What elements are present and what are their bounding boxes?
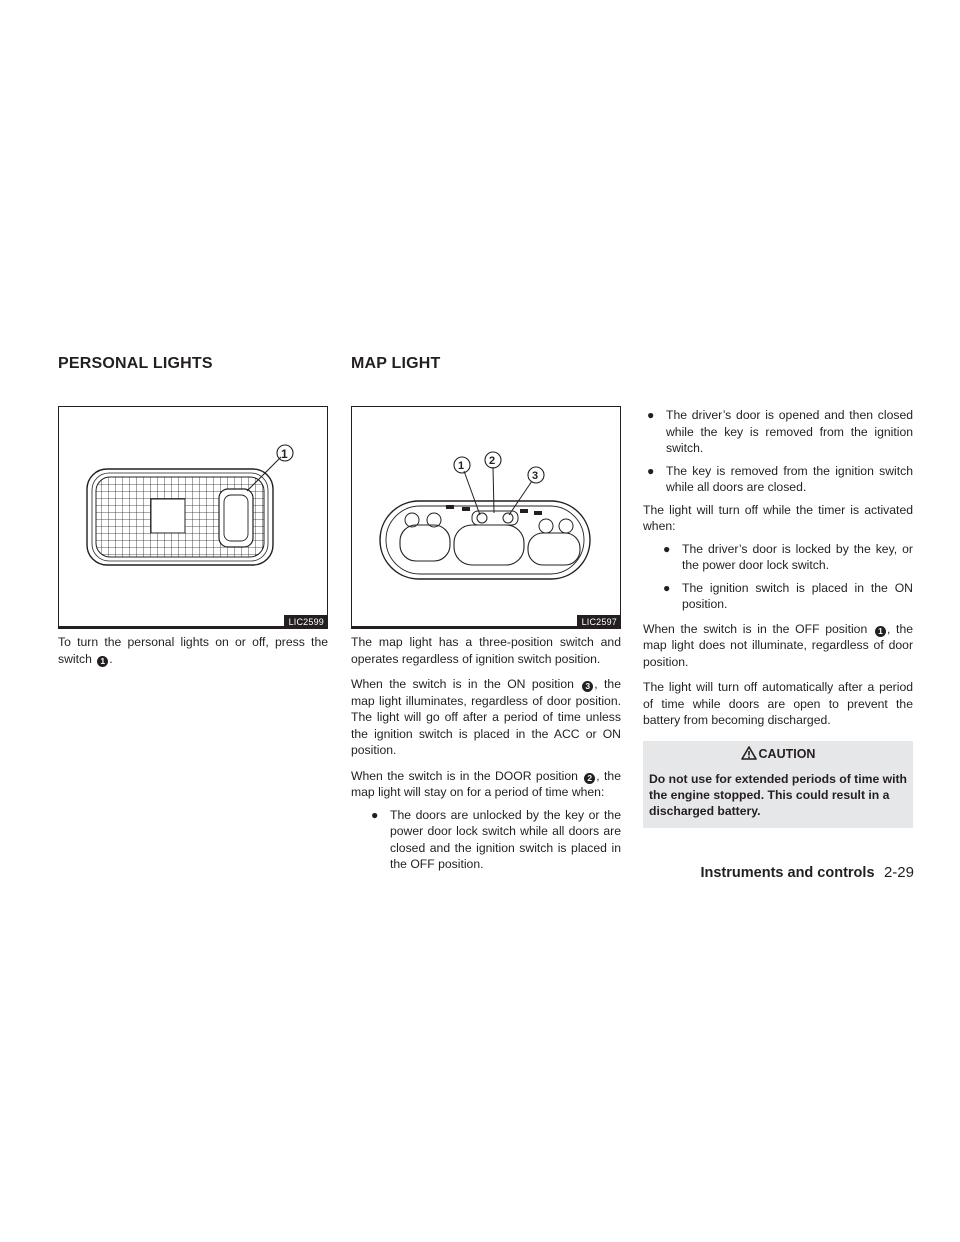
callout-badge: 3: [582, 681, 593, 692]
callout-badge: 2: [584, 773, 595, 784]
map-light-figure: [351, 406, 621, 629]
personal-lights-heading: PERSONAL LIGHTS: [58, 355, 213, 372]
callout-1-map: 1: [458, 460, 465, 472]
map-light-heading: MAP LIGHT: [351, 355, 441, 372]
text-span: , the map light will stay on for a period of time when:: [351, 768, 621, 799]
text-span: When the switch is in the DOOR position: [351, 768, 578, 783]
callout-1-personal: 1: [281, 447, 288, 461]
page-number: 2-29: [883, 864, 914, 881]
footer-section-title: Instruments and controls: [700, 865, 875, 881]
caution-title: CAUTION: [758, 746, 816, 761]
bullet-text: The ignition switch is placed in the ON position.: [682, 580, 913, 611]
auto-off-paragraph: The light will turn off automatically after a period of time while doors are open to prevent the battery from becoming discharged.: [643, 680, 913, 727]
bullet-text: The driver’s door is opened and then closed while the key is removed from the ignition switch.: [666, 408, 913, 455]
bullet-icon: ●: [647, 408, 655, 422]
map-light-door-position: [351, 768, 621, 801]
bullet-icon: ●: [663, 541, 671, 556]
text-span: When the switch is in the OFF position: [643, 621, 868, 636]
list-item: [367, 807, 621, 873]
map-light-illustration: [352, 407, 620, 628]
list-item: [643, 407, 913, 457]
personal-light-figure: [58, 406, 328, 629]
off-position-paragraph: [643, 621, 913, 671]
list-item: [659, 580, 913, 613]
personal-light-illustration: [59, 407, 327, 628]
bullet-text: The driver’s door is locked by the key, or the power door lock switch.: [682, 541, 913, 572]
caution-text: Do not use for extended periods of time with the engine stopped. This could result in a discharged battery.: [649, 771, 907, 818]
list-item: [643, 463, 913, 496]
list-item: [659, 541, 913, 574]
text-span: To turn the personal lights on or off, press the switch: [58, 635, 328, 666]
callout-3-map: 3: [532, 470, 539, 482]
callout-badge: 1: [97, 656, 108, 667]
callout-badge: 1: [875, 626, 886, 637]
text-span: When the switch is in the ON position: [351, 677, 574, 691]
personal-lights-paragraph: [58, 634, 328, 667]
warning-icon: [741, 746, 757, 760]
caution-header: [643, 741, 913, 766]
page-footer: [700, 864, 914, 882]
bullet-text: The doors are unlocked by the key or the power door lock switch while all doors are closed and the ignition switch is placed in the OFF position.: [390, 807, 621, 871]
personal-lights-column: [58, 634, 328, 667]
map-light-intro: The map light has a three-position switch and operates regardless of ignition switch position.: [351, 635, 621, 666]
bullet-icon: ●: [371, 807, 379, 822]
map-light-column-right: [643, 407, 913, 828]
bullet-icon: ●: [647, 463, 655, 478]
text-span: .: [109, 651, 113, 666]
bullet-icon: ●: [663, 580, 671, 595]
map-light-on-position: [351, 676, 621, 759]
figure-code-lic2597: LIC2597: [577, 615, 620, 628]
caution-box: [643, 741, 913, 828]
timer-paragraph: The light will turn off while the timer is activated when:: [643, 502, 913, 533]
callout-2-map: 2: [489, 455, 496, 467]
text-span: , the map light illuminates, regardless of door position. The light will go off after a period of time unless the ignition switch is placed in the ACC or ON position.: [351, 677, 621, 757]
map-light-column-left: [351, 634, 621, 873]
bullet-text: The key is removed from the ignition switch while all doors are closed.: [666, 463, 913, 494]
figure-code-lic2599: LIC2599: [284, 615, 327, 628]
text-span: , the map light does not illuminate, regardless of door position.: [643, 621, 913, 669]
